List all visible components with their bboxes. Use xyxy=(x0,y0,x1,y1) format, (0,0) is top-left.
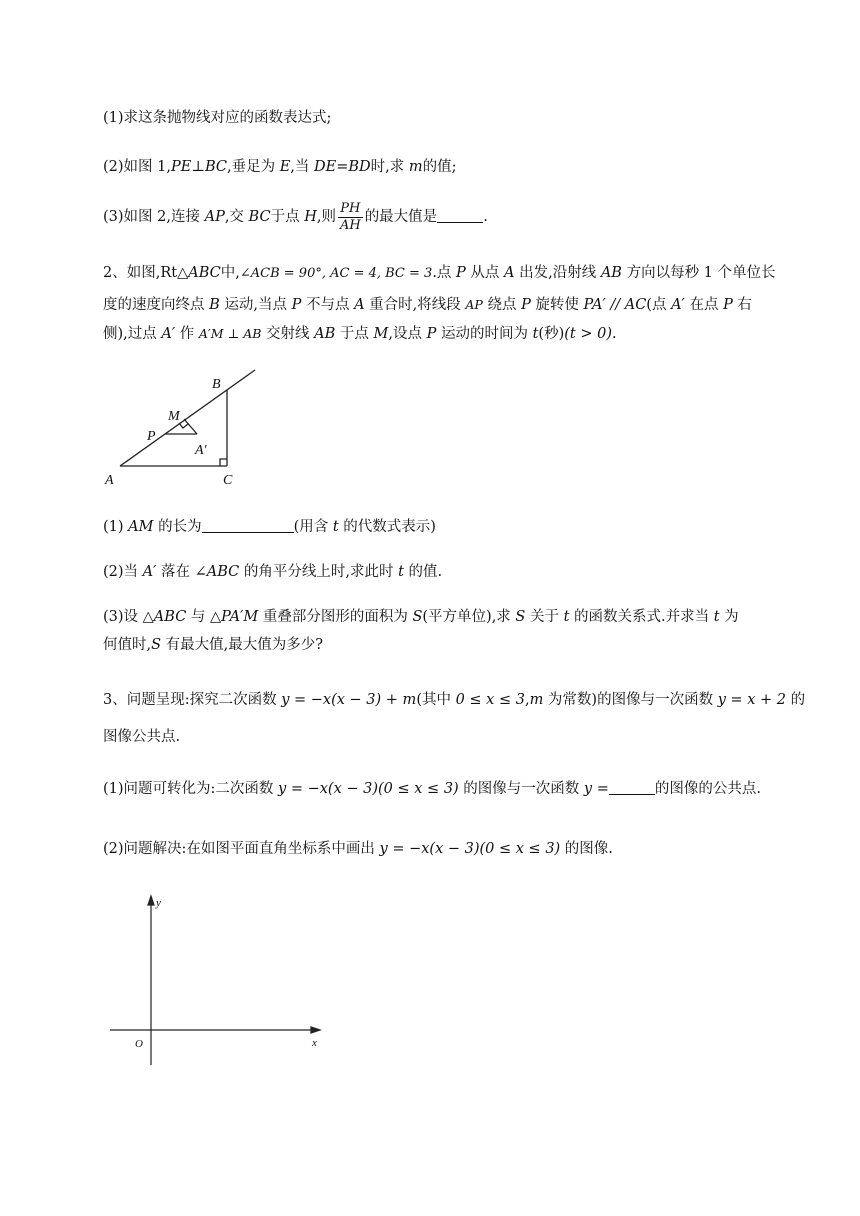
q1-part2: (2)如图 1,PE⊥BC,垂足为 E,当 DE=BD时,求 m的值; xyxy=(103,159,457,175)
x-axis-label: x xyxy=(312,1037,317,1049)
label-a-prime: A′ xyxy=(195,443,207,458)
y-axis-label: y xyxy=(156,897,161,909)
y-axis-arrow xyxy=(148,896,154,905)
ray-ab xyxy=(120,370,255,466)
label-a: A xyxy=(105,473,114,488)
segment-a-prime-m xyxy=(184,419,197,434)
right-angle-mark-c xyxy=(220,459,227,466)
label-c: C xyxy=(223,473,233,488)
answer-blank[interactable] xyxy=(609,778,655,795)
fraction-ph-ah: $\frac{PH}{AH}$ xyxy=(339,200,361,233)
x-axis-arrow xyxy=(311,1027,320,1033)
q3-part2: (2)问题解决:在如图平面直角坐标系中画出 y = −x(x − 3)(0 ≤ x ≤ 3) 的图像. xyxy=(103,841,613,857)
q2-line2: 度的速度向终点 B 运动,当点 P 不与点 A 重合时,将线段 AP 绕点 P 旋转使 PA′ // AC(点 A′ 在点 P 右 xyxy=(103,297,752,313)
answer-blank[interactable] xyxy=(202,516,294,533)
label-m: M xyxy=(168,409,180,424)
label-p: P xyxy=(147,429,156,444)
q2-line1: 2、如图,Rt△ABC中,∠ACB = 90°, AC = 4, BC = 3.点 P 从点 A 出发,沿射线 AB 方向以每秒 1 个单位长 xyxy=(103,265,776,281)
q2-part3-line2: 何值时,S 有最大值,最大值为多少? xyxy=(103,637,324,653)
q2-part2: (2)当 A′ 落在 ∠ABC 的角平分线上时,求此时 t 的值. xyxy=(103,564,443,580)
answer-blank[interactable] xyxy=(437,206,483,223)
q3-line2: 图像公共点. xyxy=(103,729,181,745)
label-b: B xyxy=(212,377,221,392)
q2-part1: (1) AM 的长为 (用含 t 的代数式表示) xyxy=(103,516,436,538)
triangle-figure xyxy=(100,360,270,495)
q1-part1: (1)求这条抛物线对应的函数表达式; xyxy=(103,110,332,126)
q2-line3: 侧),过点 A′ 作 A′M ⊥ AB 交射线 AB 于点 M,设点 P 运动的时间为 t(秒)(t > 0). xyxy=(103,326,617,342)
coordinate-axes[interactable] xyxy=(100,890,340,1070)
q3-part1: (1)问题可转化为:二次函数 y = −x(x − 3)(0 ≤ x ≤ 3) 的图像与一次函数 y = 的图像的公共点. xyxy=(103,778,761,800)
q3-line1: 3、问题呈现:探究二次函数 y = −x(x − 3) + m(其中 0 ≤ x ≤ 3,m 为常数)的图像与一次函数 y = x + 2 的 xyxy=(103,692,806,708)
right-angle-mark-m xyxy=(179,423,188,428)
q1-part3: (3)如图 2,连接 AP,交 BC于点 H,则 $\frac{PH}{AH}$ 的最大值是 . xyxy=(103,200,488,233)
q2-part3-line1: (3)设 △ABC 与 △PA′M 重叠部分图形的面积为 S(平方单位),求 S 关于 t 的函数关系式.并求当 t 为 xyxy=(103,609,739,625)
origin-label: O xyxy=(135,1038,143,1050)
